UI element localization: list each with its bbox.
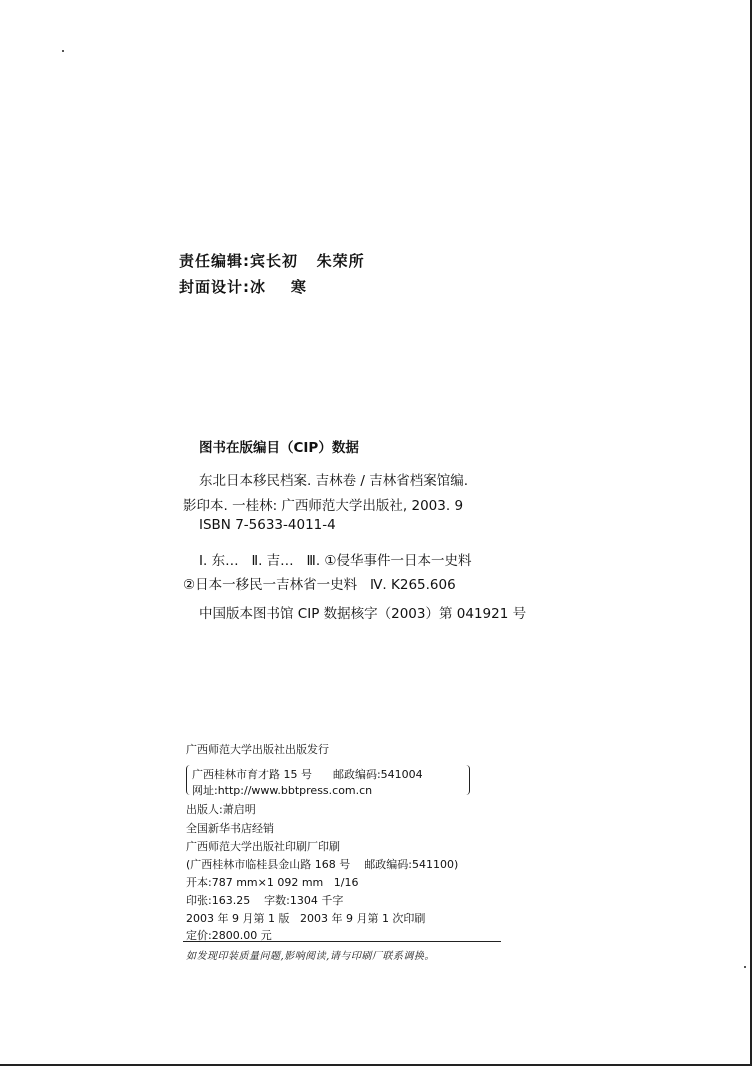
website-line: 网址:http://www.bbtpress.com.cn <box>192 784 373 797</box>
scan-speck <box>62 50 64 52</box>
credits-block <box>179 248 365 300</box>
price-line: 定价:2800.00 元 <box>186 929 272 942</box>
distributor-line: 全国新华书店经销 <box>186 822 274 835</box>
edition-line: 2003 年 9 月第 1 版 2003 年 9 月第 1 次印刷 <box>186 912 426 925</box>
quality-notice: 如发现印装质量问题,影响阅读,请与印刷厂联系调换。 <box>186 951 435 962</box>
address-line: 广西桂林市育才路 15 号 邮政编码:541004 <box>192 768 423 781</box>
cip-heading: 图书在版编目（CIP）数据 <box>199 440 359 456</box>
cip-subject-line-2: ②日本一移民一吉林省一史料 Ⅳ. K265.606 <box>183 577 456 593</box>
publisher-person-line: 出版人:萧启明 <box>186 803 256 816</box>
editor-credit: 责任编辑:宾长初 朱荣所 <box>179 252 365 270</box>
printer-address-line: (广西桂林市临桂县金山路 168 号 邮政编码:541100) <box>186 858 459 871</box>
scan-speck <box>744 966 746 968</box>
cip-number-line: 中国版本图书馆 CIP 数据核字（2003）第 041921 号 <box>199 606 527 622</box>
format-line: 开本:787 mm×1 092 mm 1/16 <box>186 876 359 889</box>
cip-title-line: 东北日本移民档案. 吉林卷 / 吉林省档案馆编. <box>199 473 469 489</box>
publisher-line: 广西师范大学出版社出版发行 <box>186 743 329 756</box>
cip-subject-line-1: Ⅰ. 东… Ⅱ. 吉… Ⅲ. ①侵华事件一日本一史料 <box>199 553 472 569</box>
printer-line: 广西师范大学出版社印刷厂印刷 <box>186 840 340 853</box>
notice-divider <box>183 941 501 942</box>
sheets-line: 印张:163.25 字数:1304 千字 <box>186 894 344 907</box>
cip-publisher-line: 影印本. 一桂林: 广西师范大学出版社, 2003. 9 <box>183 498 464 514</box>
cip-isbn-line: ISBN 7-5633-4011-4 <box>199 517 336 533</box>
cover-design-credit: 封面设计:冰 寒 <box>179 278 307 296</box>
